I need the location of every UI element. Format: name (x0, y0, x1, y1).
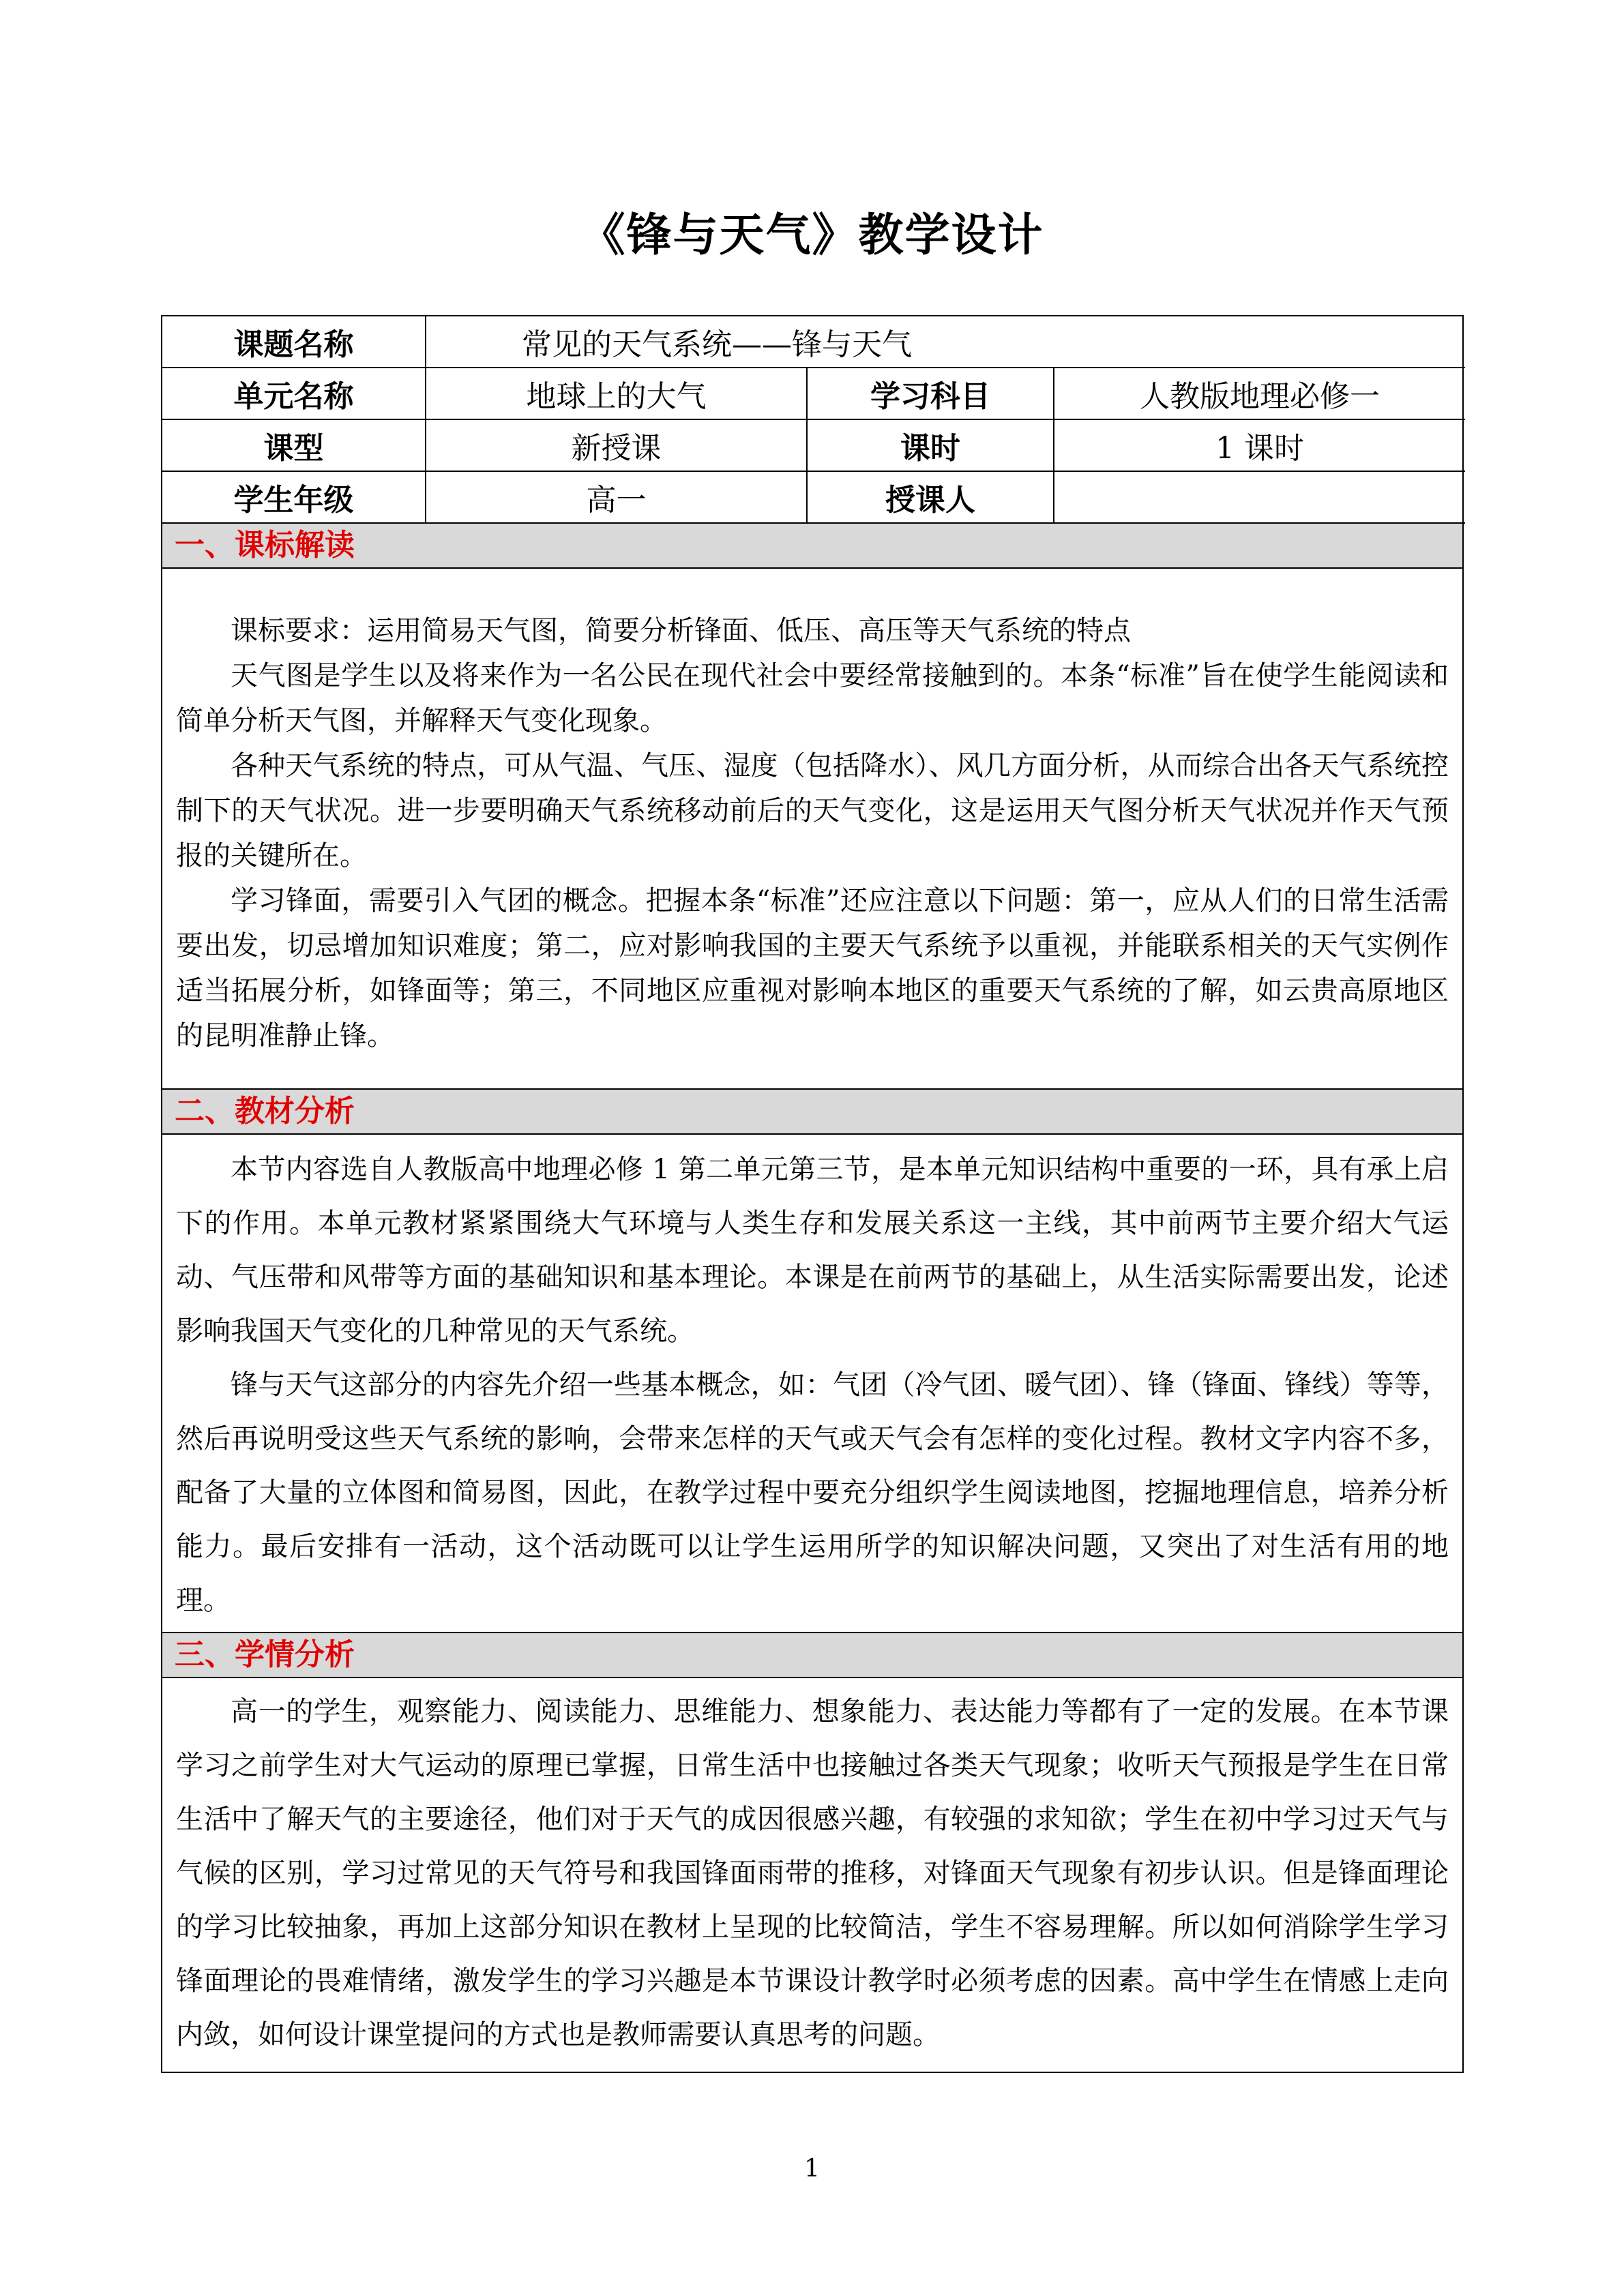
info-row-type (162, 419, 1465, 471)
topic-label: 课题名称 (162, 316, 426, 368)
course-info-table (162, 316, 1465, 524)
info-row-unit (162, 368, 1465, 419)
info-row-topic (162, 316, 1465, 368)
lesson-plan-table (161, 315, 1464, 2073)
info-row-grade (162, 471, 1465, 523)
paragraph: 学习锋面，需要引入气团的概念。把握本条“标准”还应注意以下问题：第一，应从人们的日常生活需要出发，切忌增加知识难度；第二，应对影响我国的主要天气系统予以重视，并能联系相关的天气实例作适当拓展分析，如锋面等；第三，不同地区应重视对影响本地区的重要天气系统的了解，如云贵高原地区的昆明准静止锋。 (176, 885, 1449, 1052)
paragraph: 高一的学生，观察能力、阅读能力、思维能力、想象能力、表达能力等都有了一定的发展。在本节课学习之前学生对大气运动的原理已掌握，日常生活中也接触过各类天气现象；收听天气预报是学生在日常生活中了解天气的主要途径，他们对于天气的成因很感兴趣，有较强的求知欲；学生在初中学习过天气与气候的区别，学习过常见的天气符号和我国锋面雨带的推移，对锋面天气现象有初步认识。但是锋面理论的学习比较抽象，再加上这部分知识在教材上呈现的比较简洁，学生不容易理解。所以如何消除学生学习锋面理论的畏难情绪，激发学生的学习兴趣是本节课设计教学时必须考虑的因素。高中学生在情感上走向内敛，如何设计课堂提问的方式也是教师需要认真思考的问题。 (176, 1696, 1449, 2051)
paragraph: 本节内容选自人教版高中地理必修 1 第二单元第三节，是本单元知识结构中重要的一环，具有承上启下的作用。本单元教材紧紧围绕大气环境与人类生存和发展关系这一主线，其中前两节主要介绍大气运动、气压带和风带等方面的基础知识和基本理论。本课是在前两节的基础上，从生活实际需要出发，论述影响我国天气变化的几种常见的天气系统。 (176, 1154, 1449, 1347)
unit-value: 地球上的大气 (426, 368, 807, 419)
paragraph: 各种天气系统的特点，可从气温、气压、湿度（包括降水）、风几方面分析，从而综合出各天气系统控制下的天气状况。进一步要明确天气系统移动前后的天气变化，这是运用天气图分析天气状况并作天气预报的关键所在。 (176, 750, 1449, 871)
type-value: 新授课 (426, 419, 807, 471)
grade-value: 高一 (426, 471, 807, 523)
section-heading-students: 三、学情分析 (162, 1632, 1462, 1678)
section-body-textbook (162, 1135, 1462, 1632)
subject-value: 人教版地理必修一 (1054, 368, 1465, 419)
section-heading-curriculum: 一、课标解读 (162, 524, 1462, 569)
section-heading-textbook: 二、教材分析 (162, 1088, 1462, 1135)
topic-value: 常见的天气系统——锋与天气 (426, 316, 1465, 368)
teacher-value (1054, 471, 1465, 523)
document-title: 《锋与天气》教学设计 (580, 209, 1044, 261)
paragraph: 天气图是学生以及将来作为一名公民在现代社会中要经常接触到的。本条“标准”旨在使学生能阅读和简单分析天气图，并解释天气变化现象。 (176, 660, 1449, 736)
subject-label: 学习科目 (807, 368, 1054, 419)
grade-label: 学生年级 (162, 471, 426, 523)
unit-label: 单元名称 (162, 368, 426, 419)
teacher-label: 授课人 (807, 471, 1054, 523)
page-number: 1 (804, 2155, 820, 2183)
paragraph: 课标要求：运用简易天气图，简要分析锋面、低压、高压等天气系统的特点 (231, 615, 1131, 646)
type-label: 课型 (162, 419, 426, 471)
section-body-curriculum (162, 569, 1462, 1088)
hours-label: 课时 (807, 419, 1054, 471)
paragraph: 锋与天气这部分的内容先介绍一些基本概念，如：气团（冷气团、暖气团）、锋（锋面、锋线）等等，然后再说明受这些天气系统的影响，会带来怎样的天气或天气会有怎样的变化过程。教材文字内容不多，配备了大量的立体图和简易图，因此，在教学过程中要充分组织学生阅读地图，挖掘地理信息，培养分析能力。最后安排有一活动，这个活动既可以让学生运用所学的知识解决问题，又突出了对生活有用的地理。 (176, 1369, 1449, 1616)
hours-value: 1 课时 (1054, 419, 1465, 471)
section-body-students (162, 1678, 1462, 2072)
